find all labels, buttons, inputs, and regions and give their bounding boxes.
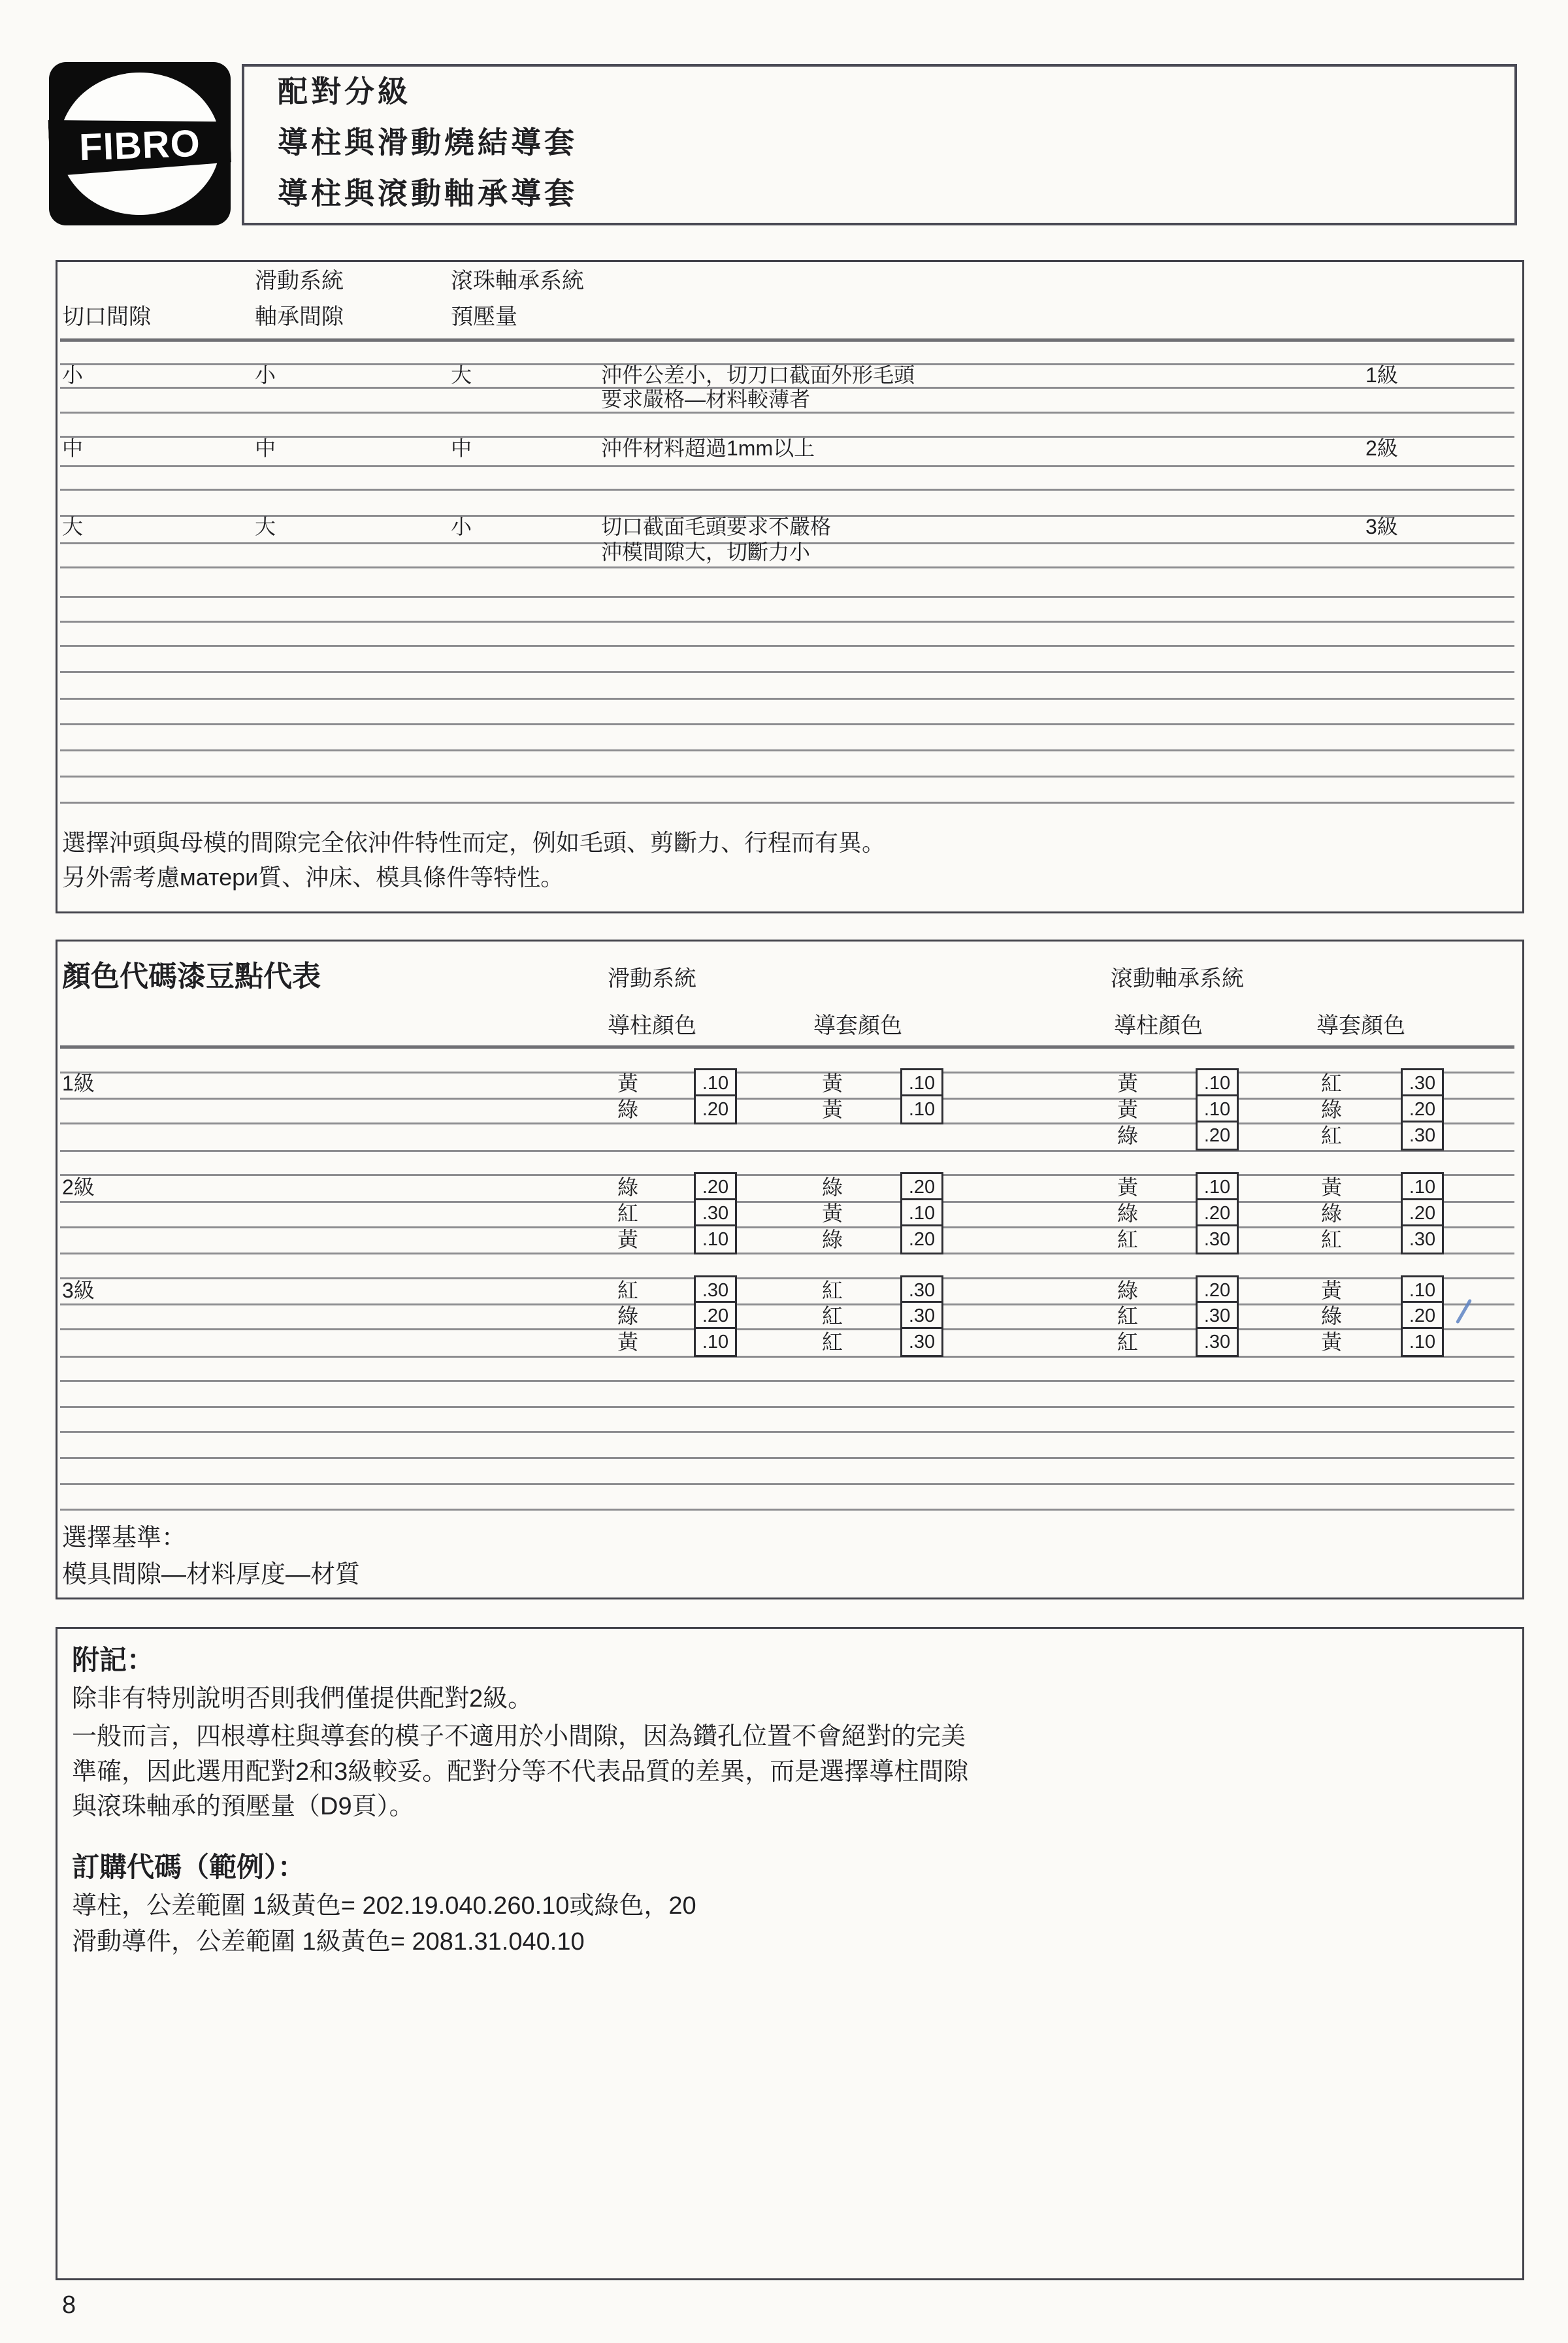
color-name: 黃 [822, 1072, 843, 1095]
tolerance-box: .20 [694, 1301, 737, 1331]
cell-grade: 1級 [1365, 363, 1398, 387]
selection-basis-text: 模具間隙—材料厚度—材質 [62, 1561, 361, 1588]
color-name: 紅 [617, 1202, 639, 1225]
tolerance-box: .20 [1196, 1121, 1239, 1151]
color-name: 黃 [1117, 1175, 1139, 1199]
remarks-line: 與滾珠軸承的預壓量（D9頁）。 [72, 1793, 414, 1820]
grade-label: 2級 [62, 1175, 95, 1199]
color-name: 紅 [1117, 1304, 1139, 1328]
ruled-line [60, 1328, 1514, 1330]
cell-preload: 大 [451, 363, 472, 387]
color-code-panel [56, 940, 1524, 1599]
color-name: 紅 [822, 1330, 843, 1354]
color-name: 紅 [1321, 1124, 1343, 1147]
tolerance-box: .20 [1401, 1198, 1444, 1228]
page-title-line-2: 導柱與滑動燒結導套 [278, 125, 578, 159]
ruled-line [60, 1457, 1514, 1459]
ruled-line [60, 1356, 1514, 1358]
tolerance-box: .10 [1401, 1172, 1444, 1202]
clearance-note-line-2: 另外需考慮матери質、沖床、模具條件等特性。 [62, 864, 564, 891]
color-name: 綠 [617, 1175, 639, 1199]
order-code-line: 導柱，公差範圍 1級黃色= 202.19.040.260.10或綠色，20 [72, 1892, 696, 1920]
ruled-line [60, 1122, 1514, 1124]
tolerance-box: .20 [900, 1172, 943, 1202]
ruled-line [60, 802, 1514, 804]
ruled-line [60, 749, 1514, 751]
color-name: 紅 [822, 1304, 843, 1328]
ruled-line [60, 489, 1514, 491]
tolerance-box: .30 [694, 1198, 737, 1228]
tolerance-box: .10 [694, 1068, 737, 1098]
cell-preload: 小 [451, 515, 472, 538]
ruled-line [60, 465, 1514, 467]
ruled-line [60, 723, 1514, 725]
tolerance-box: .30 [1196, 1224, 1239, 1254]
color-name: 紅 [1321, 1072, 1343, 1095]
ruled-line [60, 1406, 1514, 1408]
color-name: 黃 [1321, 1279, 1343, 1302]
cell-description: 沖件材料超過1mm以上 [601, 436, 815, 460]
color-name: 黃 [822, 1202, 843, 1225]
color-name: 綠 [1117, 1124, 1139, 1147]
column-header-bearing-clearance: 軸承間隙 [255, 304, 344, 329]
page-title-line-3: 導柱與滾動軸承導套 [278, 176, 578, 210]
color-name: 紅 [1117, 1330, 1139, 1354]
color-name: 黃 [1117, 1098, 1139, 1121]
tolerance-box: .20 [1401, 1301, 1444, 1331]
column-header-sliding-system: 滑動系統 [255, 269, 344, 293]
cell-description: 沖件公差小，切刀口截面外形毛頭 [601, 363, 915, 387]
ruled-line [60, 1174, 1514, 1176]
color-name: 黃 [822, 1098, 843, 1121]
tolerance-box: .30 [900, 1327, 943, 1357]
ruled-line [60, 596, 1514, 598]
cell-bearing-clearance: 小 [255, 363, 276, 387]
color-name: 綠 [1117, 1279, 1139, 1302]
color-name: 綠 [617, 1098, 639, 1121]
ruled-line [60, 1253, 1514, 1254]
tolerance-box: .30 [1401, 1224, 1444, 1254]
ruled-line [60, 671, 1514, 673]
ruled-line [60, 1431, 1514, 1433]
ruled-line [60, 1072, 1514, 1073]
remarks-title: 附記： [72, 1645, 155, 1675]
tolerance-box: .30 [900, 1301, 943, 1331]
color-name: 黃 [1117, 1072, 1139, 1095]
grade-label: 1級 [62, 1072, 95, 1095]
color-table-title: 顏色代碼漆豆點代表 [62, 960, 321, 992]
group-header-rolling-system: 滾動軸承系統 [1111, 966, 1244, 991]
color-name: 紅 [1321, 1228, 1343, 1251]
color-name: 綠 [822, 1175, 843, 1199]
tolerance-box: .20 [694, 1172, 737, 1202]
tolerance-box: .10 [1196, 1172, 1239, 1202]
tolerance-box: .30 [900, 1275, 943, 1305]
tolerance-box: .20 [900, 1224, 943, 1254]
tolerance-box: .10 [900, 1094, 943, 1124]
order-code-line: 滑動導件，公差範圍 1級黃色= 2081.31.040.10 [72, 1928, 585, 1956]
color-name: 綠 [1321, 1202, 1343, 1225]
column-header-preload: 預壓量 [451, 304, 517, 329]
ruled-line [60, 776, 1514, 778]
color-name: 黃 [1321, 1175, 1343, 1199]
tolerance-box: .20 [694, 1094, 737, 1124]
color-name: 綠 [1117, 1202, 1139, 1225]
fibro-logo [49, 62, 231, 225]
cell-grade: 2級 [1365, 436, 1398, 460]
cell-description: 要求嚴格—材料較薄者 [601, 387, 811, 411]
color-name: 紅 [617, 1279, 639, 1302]
tolerance-box: .10 [694, 1327, 737, 1357]
remarks-line: 準確，因此選用配對2和3級較妥。配對分等不代表品質的差異，而是選擇導柱間隙 [72, 1758, 969, 1786]
tolerance-box: .10 [1196, 1068, 1239, 1098]
tolerance-box: .30 [1401, 1068, 1444, 1098]
color-name: 黃 [1321, 1330, 1343, 1354]
cell-cut-clearance: 中 [62, 436, 84, 460]
ruled-line [60, 1277, 1514, 1279]
page-number: 8 [62, 2291, 76, 2319]
grade-label: 3級 [62, 1279, 95, 1302]
ruled-line [60, 1483, 1514, 1485]
color-name: 綠 [1321, 1304, 1343, 1328]
subheader-post-color: 導柱顏色 [608, 1013, 696, 1038]
ruled-line [60, 1201, 1514, 1203]
cell-grade: 3級 [1365, 515, 1398, 538]
remarks-line: 一般而言，四根導柱與導套的模子不適用於小間隙，因為鑽孔位置不會絕對的完美 [72, 1723, 966, 1750]
logo-wordmark: FIBRO [78, 122, 201, 169]
clearance-table-panel [56, 260, 1524, 913]
color-name: 綠 [1321, 1098, 1343, 1121]
cell-bearing-clearance: 中 [255, 436, 276, 460]
ruled-line [60, 1226, 1514, 1228]
tolerance-box: .20 [1401, 1094, 1444, 1124]
tolerance-box: .20 [1196, 1275, 1239, 1305]
cell-cut-clearance: 小 [62, 363, 84, 387]
ruled-line [60, 1380, 1514, 1382]
remarks-line: 除非有特別說明否則我們僅提供配對2級。 [72, 1685, 533, 1712]
group-header-sliding-system: 滑動系統 [608, 966, 696, 991]
cell-preload: 中 [451, 436, 472, 460]
subheader-post-color: 導柱顏色 [1114, 1013, 1203, 1038]
ruled-line [60, 1303, 1514, 1305]
tolerance-box: .10 [900, 1198, 943, 1228]
clearance-note-line-1: 選擇沖頭與母模的間隙完全依沖件特性而定，例如毛頭、剪斷力、行程而有異。 [62, 829, 886, 856]
cell-cut-clearance: 大 [62, 515, 84, 538]
color-name: 黃 [617, 1330, 639, 1354]
ruled-line-heavy [60, 1045, 1514, 1049]
color-name: 綠 [822, 1228, 843, 1251]
ruled-line [60, 698, 1514, 700]
tolerance-box: .10 [1401, 1327, 1444, 1357]
ruled-line-heavy [60, 338, 1514, 342]
ruled-line [60, 1150, 1514, 1152]
cell-description: 切口截面毛頭要求不嚴格 [601, 515, 832, 538]
ruled-line [60, 1098, 1514, 1100]
page-title-line-1: 配對分級 [278, 74, 411, 108]
tolerance-box: .10 [900, 1068, 943, 1098]
tolerance-box: .30 [1401, 1121, 1444, 1151]
ruled-line [60, 645, 1514, 647]
tolerance-box: .10 [1196, 1094, 1239, 1124]
ruled-line [60, 621, 1514, 623]
subheader-bushing-color: 導套顏色 [1316, 1013, 1405, 1038]
cell-description: 沖模間隙大，切斷力小 [601, 540, 811, 564]
tolerance-box: .30 [694, 1275, 737, 1305]
tolerance-box: .20 [1196, 1198, 1239, 1228]
column-header-cut-clearance: 切口間隙 [62, 304, 151, 329]
selection-basis-title: 選擇基準： [62, 1524, 187, 1552]
subheader-bushing-color: 導套顏色 [813, 1013, 902, 1038]
tolerance-box: .30 [1196, 1327, 1239, 1357]
order-code-title: 訂購代碼（範例）： [72, 1852, 306, 1882]
cell-bearing-clearance: 大 [255, 515, 276, 538]
ruled-line [60, 566, 1514, 568]
color-name: 紅 [822, 1279, 843, 1302]
tolerance-box: .30 [1196, 1301, 1239, 1331]
color-name: 紅 [1117, 1228, 1139, 1251]
tolerance-box: .10 [1401, 1275, 1444, 1305]
color-name: 黃 [617, 1072, 639, 1095]
color-name: 黃 [617, 1228, 639, 1251]
ruled-line [60, 1509, 1514, 1511]
tolerance-box: .10 [694, 1224, 737, 1254]
column-header-ball-system: 滾珠軸承系統 [451, 269, 584, 293]
color-name: 綠 [617, 1304, 639, 1328]
